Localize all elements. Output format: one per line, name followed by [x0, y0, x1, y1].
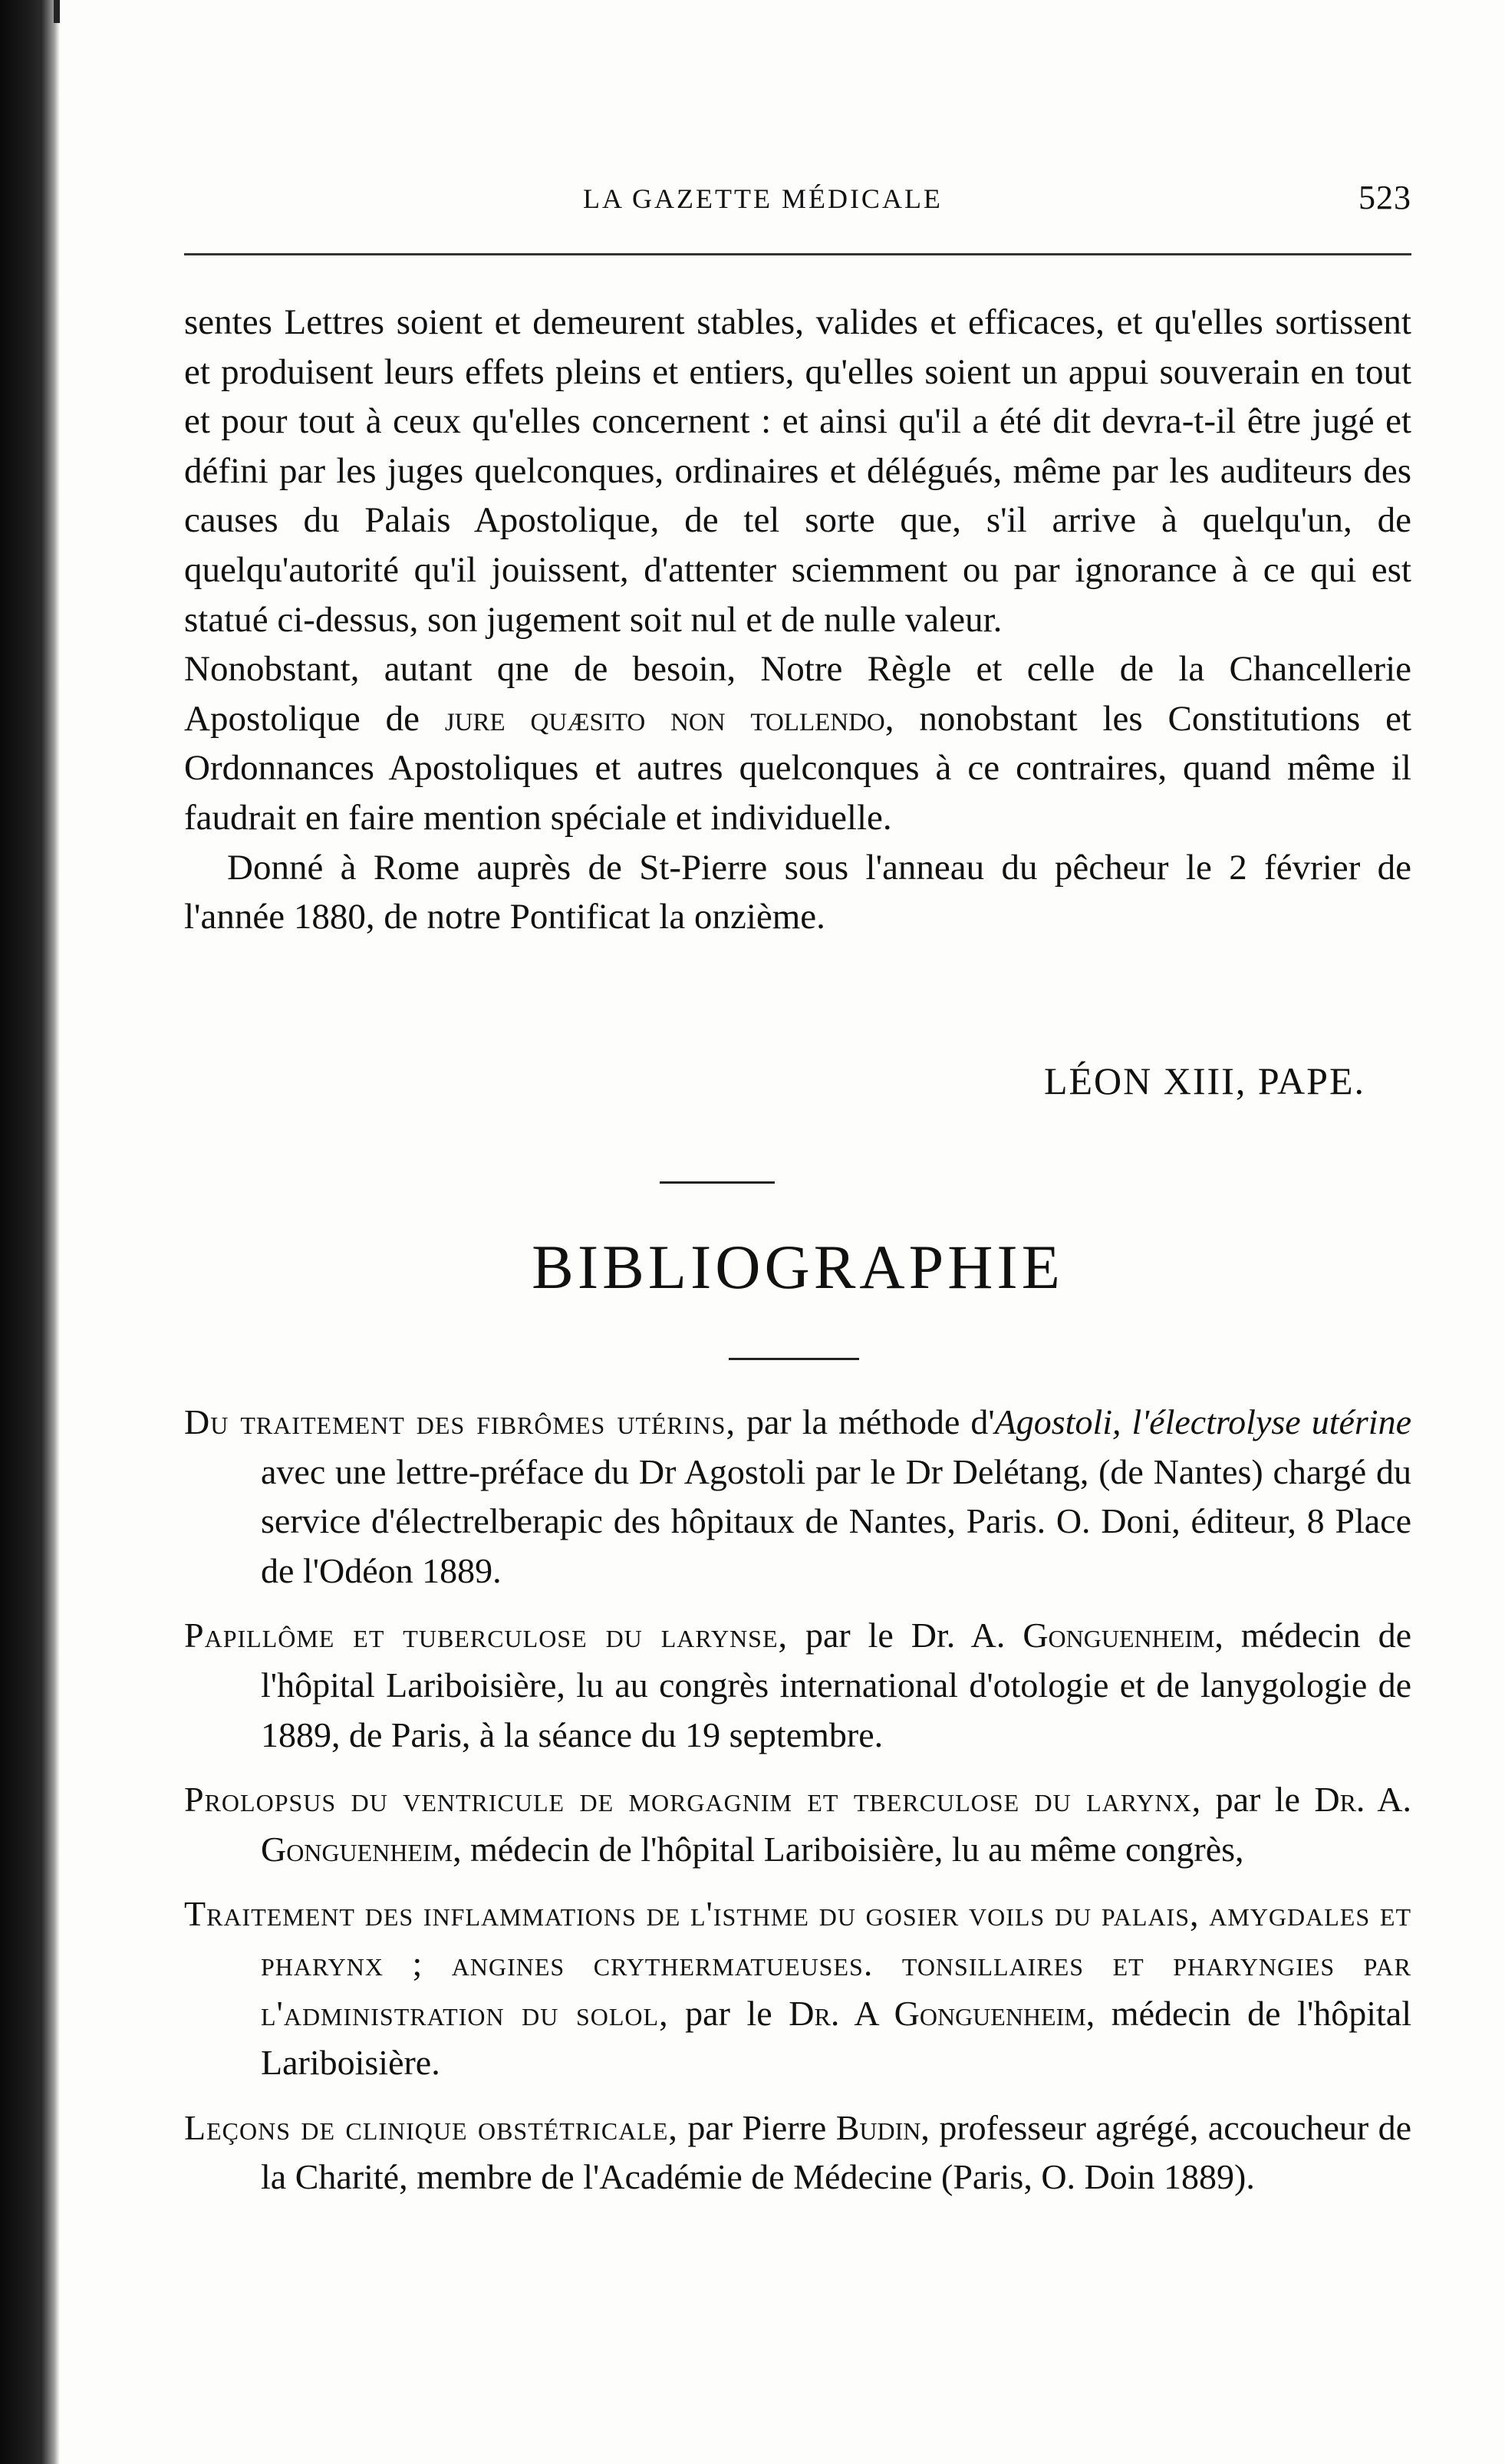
entry-author: Dr. A. Gonguenheim, — [261, 1780, 1412, 1869]
entry-title: Prolopsus du ventricule de morgagnim et tberculose du larynx, — [184, 1780, 1202, 1820]
section-divider-bottom — [729, 1358, 859, 1360]
entry-rest: médecin de l'hôpital Lariboisière, lu au congrès international d'otologie et de lanygologie de 1889, de Paris, à la séance du 19 septembre. — [261, 1616, 1412, 1754]
entry-author: Gonguenheim, — [1023, 1616, 1223, 1655]
running-title: LA GAZETTE MÉDICALE — [583, 183, 943, 214]
bibliography-entry — [184, 1611, 1411, 1760]
entry-rest: médecin de l'hôpital Lariboisière. — [261, 1993, 1412, 2083]
entry-title: Leçons de clinique obstétricale, — [184, 2107, 678, 2147]
binding-mark — [54, 0, 60, 23]
entry-italic: l'électrolyse utérine — [1131, 1402, 1412, 1441]
running-head — [184, 178, 1411, 224]
bibliography-entry — [184, 2103, 1411, 2202]
paragraph-2-end: nonobstant les Constitutions et Ordonnances Apostoliques et autres quelconques à ce contraires, quand même il faudrait en faire mention spéciale et individuelle. — [184, 698, 1411, 838]
entry-author: Dr. A Gonguenheim, — [789, 1993, 1095, 2033]
entry-par: par le — [685, 1993, 772, 2033]
entry-rest: avec une lettre-préface du Dr Agostoli par le Dr Delétang, (de Nantes) chargé du service d'électrelberapic des hôpitaux de Nantes, Paris. O. Doni, éditeur, 8 Place de l'Odéon 1889. — [261, 1451, 1411, 1590]
entry-author: Budin, — [835, 2107, 930, 2147]
entry-par: par le — [1215, 1780, 1300, 1820]
entry-rest: médecin de l'hôpital Lariboisière, lu au même congrès, — [470, 1829, 1244, 1869]
section-title: BIBLIOGRAPHIE — [532, 1232, 1064, 1302]
entry-title: Du traitement des fibrômes utérins, — [184, 1402, 736, 1441]
entry-par: par le Dr. A. — [805, 1616, 1006, 1655]
entry-title: Papillôme et tuberculose du larynse, — [184, 1616, 789, 1655]
bibliography-list — [184, 1398, 1411, 2218]
entry-par: par Pierre — [687, 2107, 827, 2147]
bibliography-entry — [184, 1398, 1411, 1596]
page — [184, 0, 1411, 2464]
signature: LÉON XIII, PAPE. — [1043, 1059, 1365, 1102]
book-spine-shadow — [0, 0, 60, 2464]
entry-italic: Agostoli, — [994, 1402, 1121, 1441]
paragraph-2 — [184, 644, 1411, 842]
bibliography-entry — [184, 1775, 1411, 1874]
page-number: 523 — [1358, 179, 1411, 216]
section-divider-top — [660, 1181, 775, 1184]
body-text — [184, 298, 1411, 942]
entry-rest: professeur agrégé, accoucheur de la Charité, membre de l'Académie de Médecine (Paris, O. Doin 1889). — [261, 2107, 1412, 2197]
entry-par: par la méthode d' — [746, 1402, 995, 1441]
latin-phrase: jure quæsito non tollendo, — [444, 698, 894, 739]
paragraph-1: sentes Lettres soient et demeurent stables, valides et efficaces, et qu'elles sortissent et produisent leurs effets pleins et entiers, qu'elles soient un appui souverain en tout et pour tout à ceux qu'elles concernent : et ainsi qu'il a été dit devra-t-il être jugé et défini par les juges quelconques, ordinaires et délégués, même par les auditeurs des causes du Palais Apostolique, de tel sorte que, s'il arrive à quelqu'un, de quelqu'autorité qu'il jouissent, d'attenter sciemment ou par ignorance à ce qui est statué ci-dessus, son jugement soit nul et de nulle valeur. — [184, 302, 1411, 640]
paragraph-3: Donné à Rome auprès de St-Pierre sous l'anneau du pêcheur le 2 février de l'année 1880, de notre Pontificat la onzième. — [184, 847, 1411, 937]
header-rule — [184, 253, 1411, 255]
paragraph-2-start: Nonobstant, autant qne de besoin, Notre Règle et celle de la Chancellerie Apostolique de — [184, 649, 1411, 739]
entry-title: Traitement des inflammations de l'isthme du gosier voils du palais, amygdales et pharynx ; angines crythermatueuses. tonsillaires et pharyngies par l'administration du solol, — [184, 1894, 1411, 2033]
bibliography-entry — [184, 1889, 1411, 2087]
